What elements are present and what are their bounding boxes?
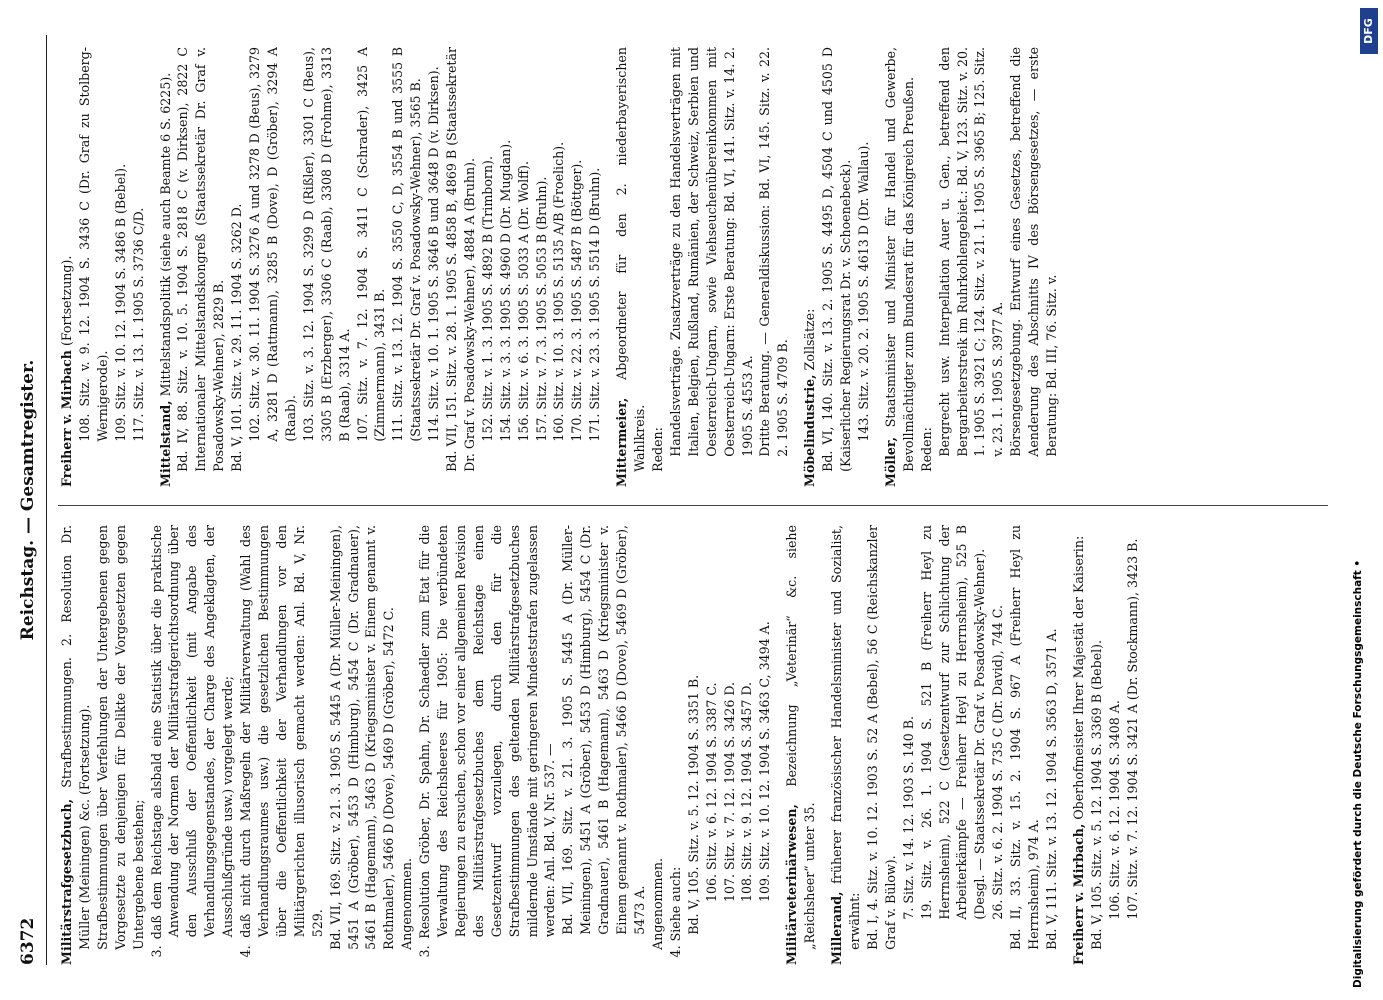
entry-text: Strafbestimmungen. 2. Resolution Dr. Müller (Meiningen) &c. (Fortsetzung).: [59, 525, 92, 950]
entry-text: (Fortsetzung).: [59, 255, 74, 351]
register-line: 154. Sitz. v. 3. 3. 1905 S. 4960 D (Dr. Mugdan).: [497, 139, 513, 442]
register-line: Bd. I, 4. Sitz. v. 10. 12. 1903 S. 52 A (Bebel), 56 C (Reichskanzler Graf v. Bülow).: [864, 525, 898, 950]
register-line: 114. Sitz. v. 10. 1. 1905 S. 3646 B und 3648 D (v. Dirksen).: [426, 66, 442, 442]
dfg-logo: [1360, 8, 1378, 54]
register-line: Strafbestimmungen über Verfehlungen der Untergebenen gegen Vorgesetzte zu denjenigen für Delikte der Vorgesetzten gegen Untergebene bestehen;: [94, 525, 146, 950]
entry-gap: [604, 47, 613, 487]
register-line: Bd. VII, 151. Sitz. v. 28. 1. 1905 S. 4858 B, 4869 B (Staatssekretär Dr. Graf v. Posadowsky-Wehner), 4884 A (Bruhn).: [444, 47, 477, 472]
page-title: Reichstag. — Gesamtregister.: [18, 359, 38, 641]
register-entry-heading: [783, 525, 819, 965]
register-line: 107. Sitz. v. 7. 12. 1904 S. 3411 C (Schrader), 3425 A (Zimmermann), 3431 B.: [354, 47, 388, 442]
register-line: 109. Sitz. v. 10. 12. 1904 S. 3463 C, 3494 A.: [757, 621, 773, 902]
register-line: 170. Sitz. v. 22. 3. 1905 S. 5487 B (Böttger).: [569, 159, 585, 442]
register-line: Bd. VII, 169. Sitz. v. 21. 3. 1905 S. 5445 A (Dr. Müller-Meiningen), 5451 A (Gröber), 5453 D (Himburg), 5454 C (Dr. Gradnauer), 5461 B (Hagemann), 5463 D (Kriegsminister v. Einem genannt v. Rothmaler), 5466 D (Dove), 5469 D (Gröber), 5473 A.: [560, 525, 647, 935]
entry-keyword: Mittelstand,: [157, 400, 173, 487]
entry-text: Staatsminister und Minister für Handel und Gewerbe, Bevollmächtigter zum Bundesrat für das Königreich Preußen.: [882, 47, 916, 472]
register-line: Reden:: [650, 427, 665, 472]
entry-keyword: Freiherr v. Mirbach: [59, 350, 74, 487]
register-line: 111. Sitz. v. 13. 12. 1904 S. 3550 C, D, 3554 B und 3555 B (Staatssekretär Dr. Graf v. Posadowsky-Wehner), 3565 B.: [390, 47, 424, 442]
register-line: 171. Sitz. v. 23. 3. 1905 S. 5514 D (Bruhn).: [587, 167, 603, 442]
register-line: 3. daß dem Reichstage alsbald eine Statistik über die praktische Anwendung der Normen der Militärstrafgerichtsordnung über den Ausschluß der Oeffentlichkeit (mit Angabe des Verhandlungsgegenstandes, der Charge des Angeklagten, der Ausschlußgründe usw.) vorgelegt werde;: [148, 525, 236, 958]
rotated-register-page: [14, 35, 1349, 965]
register-entry-heading: [58, 47, 76, 487]
entry-keyword: Militärstrafgesetzbuch,: [59, 798, 74, 965]
register-line: Bd. II, 33. Sitz. v. 15. 2. 1904 S. 967 A (Freiherr Heyl zu Herrnsheim), 974 A.: [1008, 525, 1042, 950]
entry-gap: [873, 47, 882, 487]
entry-text: früherer französischer Handelsminister und Sozialist, erwähnt:: [829, 525, 862, 950]
register-line: 107. Sitz. v. 7. 12. 1904 S. 3426 D.: [721, 681, 737, 902]
register-line: 108. Sitz. v. 9. 12. 1904 S. 3436 C (Dr. Graf zu Stolberg-Wernigerode).: [76, 47, 110, 442]
register-line: Angenommen.: [399, 858, 415, 950]
register-line: 152. Sitz. v. 1. 3. 1905 S. 4892 B (Trimborn).: [479, 156, 495, 442]
register-entry-heading: [801, 47, 819, 487]
digitization-credit: [1352, 8, 1376, 988]
register-line: 26. Sitz. v. 6. 2. 1904 S. 735 C (Dr. David), 744 C.: [990, 605, 1006, 920]
register-line: Bd. V, 105. Sitz. v. 5. 12. 1904 S. 3351 B.: [685, 674, 701, 935]
register-line: Bd. VI, 140. Sitz. v. 13. 2. 1905 S. 4495 D, 4504 C und 4505 D (Kaiserlicher Regierungsrat Dr. v. Schoenebeck).: [820, 47, 854, 472]
register-line: 106. Sitz. v. 6. 12. 1904 S. 3387 C.: [703, 682, 719, 902]
register-line: 4. daß nicht durch Maßregeln der Militärverwaltung (Wahl des Verhandlungsraumes usw.) die gesetzlichen Bestimmungen über die Oeffentlichkeit der Verhandlungen vor den Militärgerichten illusorisch gemacht werden: Anl. Bd. V, Nr. 529.: [238, 525, 325, 958]
register-line: 108. Sitz. v. 9. 12. 1904 S. 3457 D.: [739, 681, 755, 902]
register-entry-heading: [613, 47, 649, 487]
register-line: 102. Sitz. v. 30. 11. 1904 S. 3276 A und 3278 D (Beus), 3279 A, 3281 D (Rattmann), 3285 B (Dove), D (Gröber), 3294 A (Raab).: [247, 47, 298, 442]
register-entry-heading: [828, 525, 864, 965]
page-number: 6372: [18, 917, 38, 965]
entry-text: Mittelstandspolitik (siehe auch Beamte 6 S. 6225).: [157, 72, 173, 401]
register-line: Börsengesetzgebung. Entwurf eines Gesetzes, betreffend die Aenderung des Abschnitts IV des Börsengesetzes, — erste Beratung: Bd. III, 76. Sitz. v.: [1008, 47, 1060, 457]
register-line: 4. Siehe auch:: [667, 866, 683, 958]
register-line: Bd. V, 111. Sitz. v. 13. 12. 1904 S. 3563 D, 3571 A.: [1043, 628, 1059, 950]
entry-text: Abgeordneter für den 2. niederbayerischen Wahlkreis.: [614, 47, 648, 472]
entry-keyword: Möller,: [882, 436, 898, 487]
register-line: Dritte Beratung. — Generaldiskussion: Bd. VI, 145. Sitz. v. 22. 2. 1905 S. 4709 B.: [757, 47, 791, 457]
register-column-right: [58, 47, 1338, 487]
register-line: Bd. V, 105. Sitz. v. 5. 12. 1904 S. 3369 B (Bebel).: [1088, 639, 1104, 950]
register-line: 156. Sitz. v. 6. 3. 1905 S. 5033 A (Dr. Wolff).: [515, 160, 531, 442]
register-column-left: [58, 525, 1338, 965]
register-line: Reden:: [918, 427, 934, 472]
register-line: 117. Sitz. v. 13. 1. 1905 S. 3736 C/D.: [130, 207, 146, 442]
entry-keyword: Mittermeier,: [614, 397, 630, 487]
register-line: 19. Sitz. v. 26. 1. 1904 S. 521 B (Freiherr Heyl zu Herrnsheim), 522 C (Gesetzentwurf zur Schlichtung der Arbeiterkämpfe — Freiherr Heyl zu Herrnsheim), 525 B (Desgl. — Staatssekretär Dr. Graf v. Posadowsky-Wehner).: [918, 525, 988, 920]
entry-keyword: Militärveterinärwesen,: [784, 804, 800, 965]
entry-gap: [774, 525, 783, 965]
register-line: 107. Sitz. v. 7. 12. 1904 S. 3421 A (Dr. Stockmann), 3423 B.: [1124, 538, 1140, 920]
register-line: Handelsverträge. Zusatzverträge zu den Handelsverträgen mit Italien, Belgien, Rußland, Rumänien, der Schweiz, Serbien und Oesterreich-Ungarn, sowie Viehseuchenübereinkommen mit Oesterreich-Ungarn: Erste Beratung: Bd. VI, 141. Sitz. v. 14. 2. 1905 S. 4553 A.: [667, 47, 755, 457]
entry-gap: [819, 525, 828, 965]
entry-keyword: Freiherr v. Mirbach,: [1070, 823, 1086, 965]
register-entry-heading: [882, 47, 918, 487]
entry-gap: [148, 47, 157, 487]
register-line: 106. Sitz. v. 6. 12. 1904 S. 3408 A.: [1106, 700, 1122, 920]
entry-keyword: Millerand,: [829, 891, 845, 965]
entry-text: Oberhofmeister Ihrer Majestät der Kaiserin:: [1070, 535, 1086, 824]
entry-keyword: Möbelindustrie,: [802, 374, 818, 487]
register-line: Bergrecht usw. Interpellation Auer u. Gen., betreffend den Bergarbeiterstreik im Ruhrkohlengebiet.: Bd. V, 123. Sitz. v. 20. 1. 1905 S. 3921 C; 124. Sitz. v. 21. 1. 1905 S. 3965 B; 125. Sitz. v. 23. 1. 1905 S. 3977 A.: [936, 47, 1006, 457]
entry-gap: [792, 47, 801, 487]
register-entry-heading: [58, 525, 94, 965]
register-line: 143. Sitz. v. 20. 2. 1905 S. 4613 D (Dr. Wallau).: [855, 141, 871, 442]
entry-gap: [1061, 525, 1070, 965]
register-line: Bd. V, 101. Sitz. v. 29. 11. 1904 S. 3262 D.: [229, 203, 245, 472]
register-line: Bd. VII, 169. Sitz. v. 21. 3. 1905 S. 5445 A (Dr. Müller-Meiningen), 5451 A (Gröber), 5453 D (Himburg), 5454 C (Dr. Gradnauer), 5461 B (Hagemann), 5463 D (Kriegsminister v. Einem genannt v. Rothmaler), 5466 D (Dove), 5469 D (Gröber), 5472 C.: [327, 525, 397, 950]
entry-text: Zollsätze:: [802, 308, 818, 375]
digitization-credit-text: Digitalisierung gefördert durch die Deutsche Forschungsgemeinschaft •: [1352, 559, 1364, 988]
register-line: Angenommen.: [649, 858, 665, 950]
register-entry-heading: [157, 47, 175, 487]
register-line: 109. Sitz. v. 10. 12. 1904 S. 3486 B (Bebel).: [112, 163, 128, 442]
register-line: 160. Sitz. v. 10. 3. 1905 S. 5135 A/B (Froelich).: [551, 141, 567, 442]
dfg-logo-text: DFG: [1362, 18, 1375, 44]
register-line: 3. Resolution Gröber, Dr. Spahn, Dr. Schaedler zum Etat für die Verwaltung des Reichsheeres für 1905: Die verbündeten Regierungen zu ersuchen, schon vor einer allgemeinen Revision des Militärstrafgesetzbuches dem Reichstage einen Gesetzentwurf vorzulegen, durch den für die Strafbestimmungen des geltenden Militärstrafgesetzbuches mildernde Umstände mit geringeren Mindeststrafen zugelassen werden: Anl. Bd. V, Nr. 537. —: [417, 525, 558, 958]
register-line: 7. Sitz. v. 14. 12. 1903 S. 140 B.: [900, 716, 916, 920]
register-line: 103. Sitz. v. 3. 12. 1904 S. 3299 D (Rißler), 3301 C (Beus), 3305 B (Erzberger), 3306 C (Raab), 3308 D (Frohme), 3313 B (Raab), 3314 A.: [300, 47, 352, 442]
page-header: [14, 35, 47, 965]
entry-text: Bezeichnung „Veterinär“ &c. siehe „Reichsheer“ unter 35.: [784, 525, 818, 950]
register-line: Bd. IV, 88. Sitz. v. 10. 5. 1904 S. 2818 C (v. Dirksen), 2822 C Internationaler Mittelstandskongreß (Staatssekretär Dr. Graf v. Posadowsky-Wehner), 2829 B.: [175, 47, 227, 472]
register-line: 157. Sitz. v. 7. 3. 1905 S. 5053 B (Bruhn).: [533, 176, 549, 442]
column-divider: [58, 505, 1328, 506]
register-entry-heading: [1070, 525, 1088, 965]
